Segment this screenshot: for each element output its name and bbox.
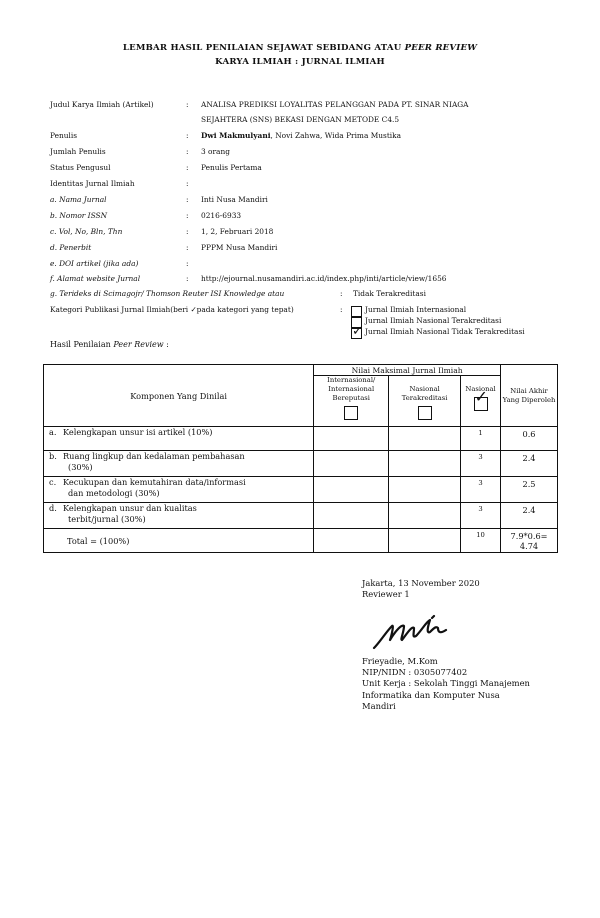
kategori-option-nasional-terakreditasi[interactable]: Jurnal Ilmiah Nasional Terakreditasi <box>346 316 525 327</box>
komponen-header: Komponen Yang Dinilai <box>44 365 314 427</box>
table-header-row-1 <box>44 365 558 376</box>
table-row <box>44 477 558 503</box>
checked-checkbox[interactable] <box>474 397 488 411</box>
penulis-row: Penulis : Dwi Makmulyani, Novi Zahwa, Wida Prima Mustika <box>50 131 402 140</box>
document-title-line-2: KARYA ILMIAH : JURNAL ILMIAH <box>215 57 385 67</box>
max-score-cell: 3 <box>461 477 501 503</box>
jumlah-penulis-row: Jumlah Penulis : 3 orang <box>50 147 230 156</box>
final-score-cell: 2.4 <box>501 451 558 477</box>
total-row <box>44 529 558 553</box>
issn-row: b. Nomor ISSN : 0216-6933 <box>50 211 242 220</box>
website-row: f. Alamat website Jurnal : http://ejournal.nusamandiri.ac.id/index.php/inti/article/view/1656 <box>50 274 570 288</box>
total-max-cell: 10 <box>461 529 501 553</box>
reviewer-identity: Frieyadie, M.Kom NIP/NIDN : 0305077402 Unit Kerja : Sekolah Tinggi Manajemen Informatika dan Komputer Nusa Mandiri <box>362 656 562 712</box>
hasil-penilaian-heading: Hasil Penilaian Peer Review : <box>50 340 169 349</box>
final-score-cell: 0.6 <box>501 427 558 451</box>
table-row <box>44 427 558 451</box>
status-pengusul-row: Status Pengusul : Penulis Pertama <box>50 163 262 172</box>
table-row <box>44 451 558 477</box>
total-label: Total = (100%) <box>44 529 314 553</box>
kategori-checklist <box>346 305 525 338</box>
total-final-cell: 7.9*0.6= 4.74 <box>501 529 558 553</box>
component-cell: a. Kelengkapan unsur isi artikel (10%) <box>44 427 314 451</box>
table-row <box>44 503 558 529</box>
handwritten-signature <box>370 612 460 652</box>
terindeks-row: g. Terideks di Scimagojr/ Thomson Reuter ISI Knowledge atau : Tidak Terakreditasi <box>50 289 426 298</box>
document-title-line-1: LEMBAR HASIL PENILAIAN SEJAWAT SEBIDANG ATAU PEER REVIEW <box>122 43 478 53</box>
assessment-table <box>43 364 558 553</box>
internasional-column-header: Internasional/ Internasional Bereputasi <box>314 376 389 427</box>
component-cell: b. Ruang lingkup dan kedalaman pembahasan (30%) <box>44 451 314 477</box>
max-score-cell: 1 <box>461 427 501 451</box>
checkbox[interactable] <box>344 406 358 420</box>
signature-place-date: Jakarta, 13 November 2020 Reviewer 1 <box>362 578 480 599</box>
kategori-row: Kategori Publikasi Jurnal Ilmiah(beri ✓pada kategori yang tepat) : Jurnal Ilmiah Internasional Jurnal Ilmiah Nasional Terakreditasi ✓ Jurnal Ilmiah Nasional Tidak Terakreditasi <box>50 305 570 345</box>
doi-row: e. DOI artikel (jika ada) : <box>50 259 189 268</box>
kategori-option-internasional[interactable]: Jurnal Ilmiah Internasional <box>346 305 525 316</box>
nilai-akhir-header: Nilai Akhir Yang Diperoleh <box>501 365 558 427</box>
nasional-terakreditasi-column-header: Nasional Terakreditasi <box>389 376 461 427</box>
final-score-cell: 2.4 <box>501 503 558 529</box>
kategori-option-nasional-tidak-terakreditasi[interactable]: ✓ Jurnal Ilmiah Nasional Tidak Terakreditasi <box>346 327 525 338</box>
component-cell: c. Kecukupan dan kemutahiran data/informasi dan metodologi (30%) <box>44 477 314 503</box>
identitas-jurnal-row: Identitas Jurnal Ilmiah : <box>50 179 189 188</box>
checked-checkbox[interactable] <box>351 328 362 339</box>
judul-row: Judul Karya Ilmiah (Artikel) : ANALISA PREDIKSI LOYALITAS PELANGGAN PADA PT. SINAR NIAGA <box>50 100 570 114</box>
penerbit-row: d. Penerbit : PPPM Nusa Mandiri <box>50 243 278 252</box>
max-score-cell: 3 <box>461 451 501 477</box>
nama-jurnal-row: a. Nama Jurnal : Inti Nusa Mandiri <box>50 195 268 204</box>
checkbox[interactable] <box>418 406 432 420</box>
judul-row-continued: SEJAHTERA (SNS) BEKASI DENGAN METODE C4.5 <box>201 115 400 124</box>
nasional-column-header: Nasional ✓ <box>461 376 501 427</box>
component-cell: d. Kelengkapan unsur dan kualitas terbit/jurnal (30%) <box>44 503 314 529</box>
nilai-maksimal-header: Nilai Maksimal Jurnal Ilmiah <box>314 365 501 376</box>
website-url: http://ejournal.nusamandiri.ac.id/index.php/inti/article/view/1656 <box>201 274 447 283</box>
judul-value: ANALISA PREDIKSI LOYALITAS PELANGGAN PADA PT. SINAR NIAGA <box>201 100 469 109</box>
max-score-cell: 3 <box>461 503 501 529</box>
volume-row: c. Vol, No, Bln, Thn : 1, 2, Februari 2018 <box>50 227 274 236</box>
final-score-cell: 2.5 <box>501 477 558 503</box>
reviewer-name: Frieyadie, M.Kom <box>362 656 438 666</box>
reviewer-nip: NIP/NIDN : 0305077402 <box>362 667 468 678</box>
